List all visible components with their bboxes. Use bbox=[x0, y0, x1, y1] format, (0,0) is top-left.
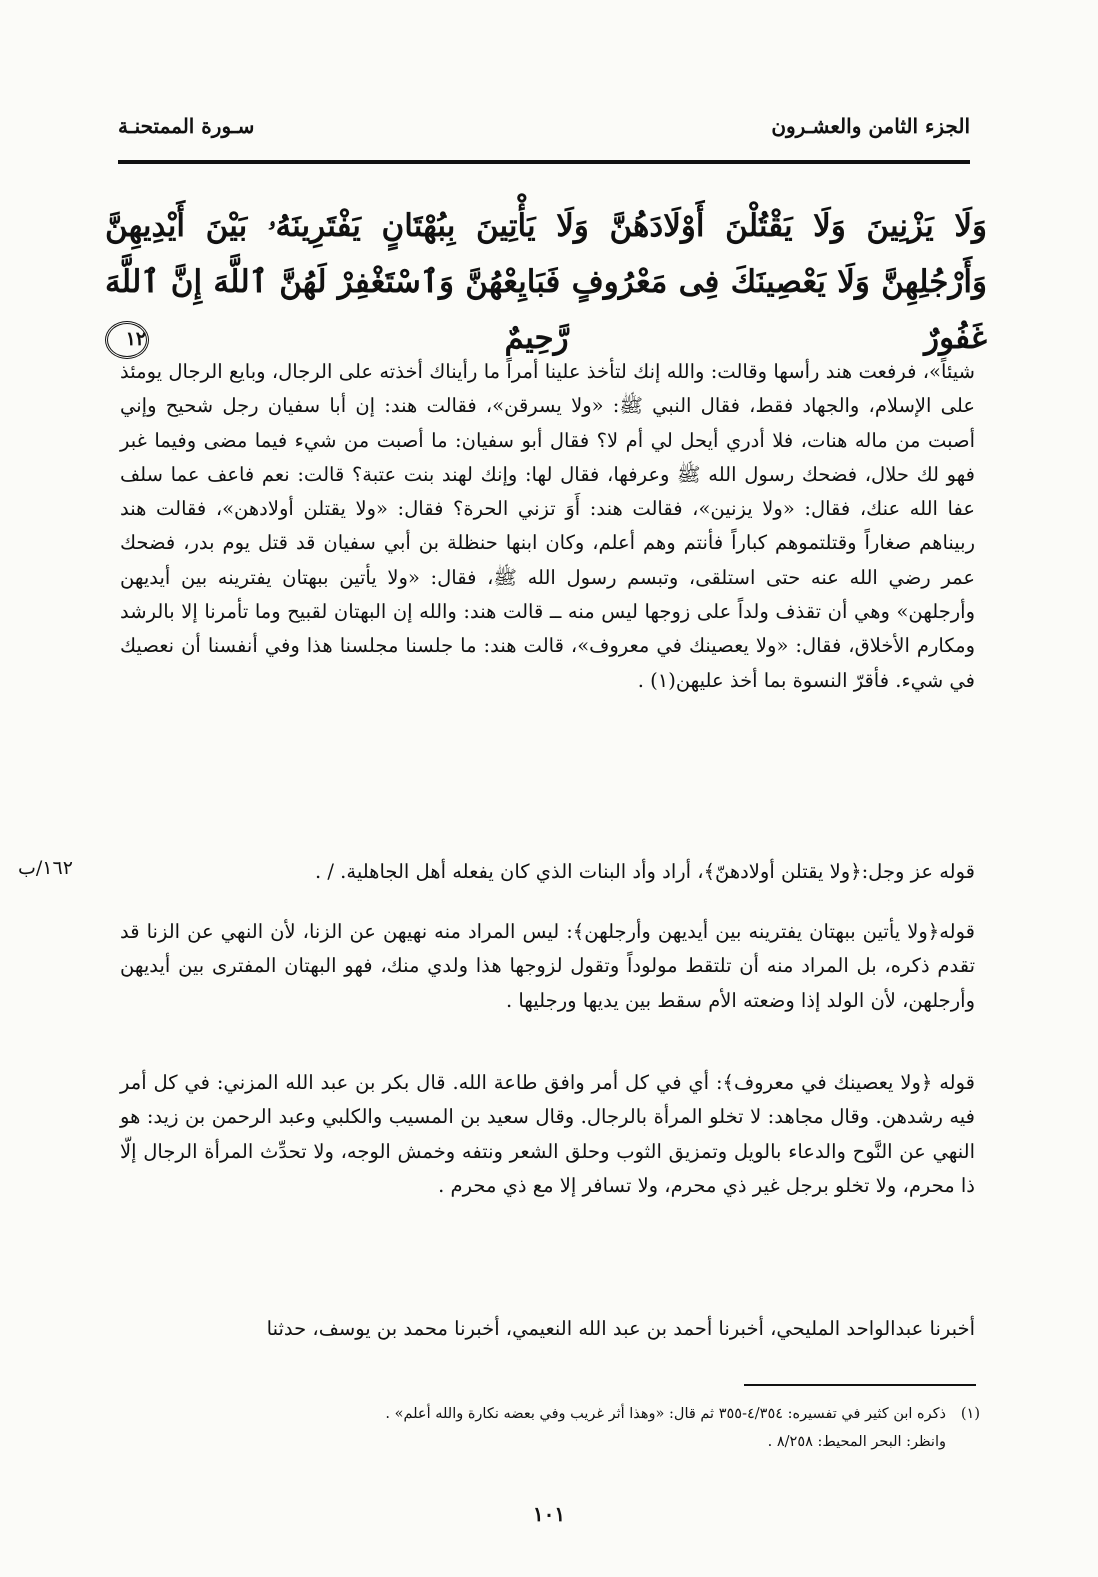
verse-number-marker: ١٢ bbox=[105, 321, 149, 359]
paragraph-isnad bbox=[120, 1312, 975, 1346]
juz-title: الجزء الثامن والعشـرون bbox=[771, 114, 970, 138]
footnote-number: (١) bbox=[960, 1406, 980, 1422]
paragraph-text: قوله ﴿ولا يعصينك في معروف﴾: أي في كل أمر وافق طاعة الله. قال بكر بن عبد الله المزني: في كل أمر فيه رشدهن. وقال مجاهد: لا تخلو المرأة بالرجال. وقال سعيد بن المسيب والكلبي وعبد الرحمن بن زيد: هو النهي عن النَّوح والدعاء بالويل وتمزيق الثوب وحلق الشعر ونتفه وخمش الوجه، ولا تحدِّث المرأة الرجال إلّا ذا محرم، ولا تخلو برجل غير ذي محرم، ولا تسافر إلا مع ذي محرم . bbox=[120, 1071, 975, 1197]
paragraph-text: قوله عز وجل:﴿ولا يقتلن أولادهنّ﴾، أراد وأد البنات الذي كان يفعله أهل الجاهلية. / . bbox=[315, 860, 975, 883]
quran-verse bbox=[105, 198, 987, 366]
footnote-divider bbox=[744, 1384, 976, 1386]
paragraph-hadith bbox=[120, 355, 975, 698]
verse-text: وَلَا يَزْنِينَ وَلَا يَقْتُلْنَ أَوْلَادَهُنَّ وَلَا يَأْتِينَ بِبُهْتَانٍ يَفْتَرِينَهُۥ بَيْنَ أَيْدِيهِنَّ وَأَرْجُلِهِنَّ وَلَا يَعْصِينَكَ فِى مَعْرُوفٍ فَبَايِعْهُنَّ وَٱسْتَغْفِرْ لَهُنَّ ٱللَّهَ إِنَّ ٱللَّهَ غَفُورٌ رَّحِيمٌ bbox=[105, 208, 987, 356]
page-number: ١٠١ bbox=[532, 1502, 566, 1526]
footnotes bbox=[190, 1400, 980, 1456]
footnote-text: ذكره ابن كثير في تفسيره: ٤/٣٥٤-٣٥٥ ثم قال: «وهذا أثر غريب وفي بعضه نكارة والله أعلم» . bbox=[385, 1406, 946, 1422]
paragraph-text: شيئاً»، فرفعت هند رأسها وقالت: والله إنك لتأخذ علينا أمراً ما رأيناك أخذته على الرجال، وبايع الرجال يومئذ على الإسلام، والجهاد فقط، فقال النبي ﷺ: «ولا يسرقن»، فقالت هند: إن أبا سفيان رجل شحيح وإني أصبت من ماله هنات، فلا أدري أيحل لي أم لا؟ فقال أبو سفيان: ما أصبت من شيء فيما مضى وفيما غبر فهو لك حلال، فضحك رسول الله ﷺ وعرفها، فقال لها: وإنك لهند بنت عتبة؟ قالت: نعم فاعف عما سلف عفا الله عنك، فقال: «ولا يزنين»، فقالت هند: أَوَ تزني الحرة؟ فقال: «ولا يقتلن أولادهن»، فقالت هند ربيناهم صغاراً وقتلتموهم كباراً فأنتم وهم أعلم، وكان ابنها حنظلة بن أبي سفيان قد قتل يوم بدر، فضحك عمر رضي الله عنه حتى استلقى، وتبسم رسول الله ﷺ، فقال: «ولا يأتين ببهتان يفترينه بين أيديهن وأرجلهن» وهي أن تقذف ولداً على زوجها ليس منه ــ قالت هند: والله إن البهتان لقبيح وما تأمرنا إلا بالرشد ومكارم الأخلاق، فقال: «ولا يعصينك في معروف»، قالت هند: ما جلسنا مجلسنا هذا وفي أنفسنا أن نعصيك في شيء. فأقرّ النسوة بما أخذ عليهن(١) . bbox=[120, 360, 975, 692]
paragraph-text: أخبرنا عبدالواحد المليحي، أخبرنا أحمد بن عبد الله النعيمي، أخبرنا محمد بن يوسف، حدثنا bbox=[266, 1317, 975, 1340]
paragraph-buhtan bbox=[120, 915, 975, 1018]
footnote-1-cont bbox=[190, 1428, 980, 1456]
surah-title: سـورة الممتحنـة bbox=[118, 114, 255, 138]
footnote-1 bbox=[190, 1400, 980, 1428]
paragraph-maruf bbox=[120, 1066, 975, 1203]
manuscript-folio-note: ١٦٢/ب bbox=[18, 857, 73, 879]
paragraph-awladahunna bbox=[120, 855, 975, 889]
footnote-text: وانظر: البحر المحيط: ٨/٢٥٨ . bbox=[767, 1434, 946, 1450]
header-divider bbox=[118, 160, 970, 164]
paragraph-text: قوله﴿ولا يأتين ببهتان يفترينه بين أيديهن وأرجلهن﴾: ليس المراد منه نهيهن عن الزنا، لأن النهي عن الزنا قد تقدم ذكره، بل المراد منه أن تلتقط مولوداً وتقول لزوجها هذا ولدي منك، فهو البهتان المفترى بين أيديهن وأرجلهن، لأن الولد إذا وضعته الأم سقط بين يديها ورجليها . bbox=[120, 920, 975, 1012]
page-header bbox=[118, 108, 970, 148]
